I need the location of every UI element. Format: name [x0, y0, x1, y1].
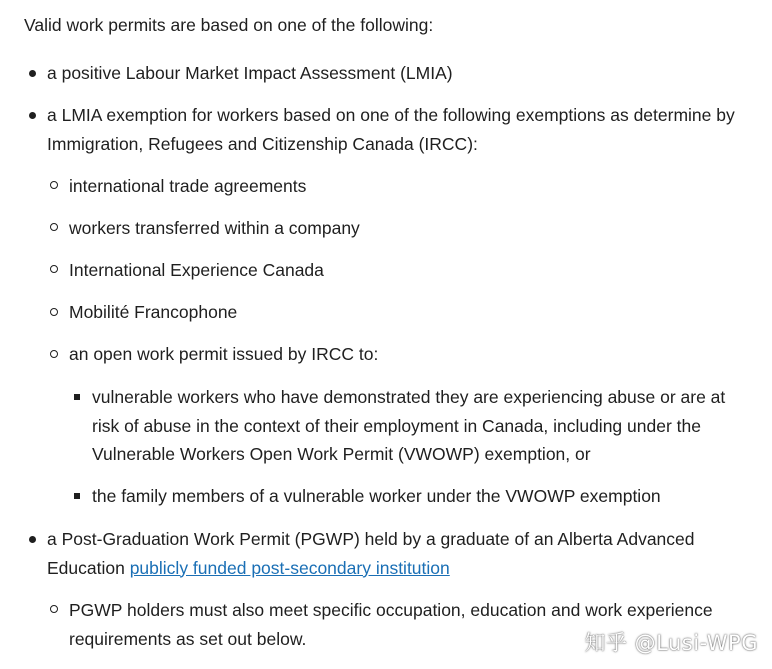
- list-item-iec: International Experience Canada: [69, 260, 324, 280]
- circle-bullet: [50, 605, 58, 613]
- list-item-workers-transferred: workers transferred within a company: [69, 218, 360, 238]
- disc-bullet: [29, 70, 36, 77]
- list-item-open-work-permit: an open work permit issued by IRCC to:: [69, 344, 379, 364]
- list-item-pgwp-requirements: PGWP holders must also meet specific occupation, education and work experience requirements as set out below.: [69, 600, 713, 649]
- list-item-lmia: a positive Labour Market Impact Assessment (LMIA): [47, 63, 453, 83]
- intro-text: Valid work permits are based on one of the following:: [24, 15, 434, 35]
- circle-bullet: [50, 181, 58, 189]
- list-item-family-members: the family members of a vulnerable worker under the VWOWP exemption: [92, 486, 661, 506]
- circle-bullet: [50, 265, 58, 273]
- square-bullet: [74, 493, 80, 499]
- list-item-lmia-exemption: a LMIA exemption for workers based on one of the following exemptions as determine by Immigration, Refugees and Citizenship Canada (IRCC):: [47, 105, 735, 154]
- list-item-pgwp: [47, 525, 697, 582]
- square-bullet: [74, 394, 80, 400]
- disc-bullet: [29, 536, 36, 543]
- circle-bullet: [50, 223, 58, 231]
- list-item-mobilite-francophone: Mobilité Francophone: [69, 302, 238, 322]
- disc-bullet: [29, 112, 36, 119]
- pgwp-text: a Post-Graduation Work Permit (PGWP) held by a graduate of an Alberta Advanced Education: [47, 529, 695, 578]
- circle-bullet: [50, 350, 58, 358]
- watermark: 知乎 @Lusi-WPG: [584, 631, 758, 655]
- institution-link[interactable]: publicly funded post-secondary institution: [129, 557, 450, 578]
- list-item-trade-agreements: international trade agreements: [69, 176, 307, 196]
- list-item-vulnerable-workers: vulnerable workers who have demonstrated they are experiencing abuse or are at risk of abuse in the context of their employment in Canada, including under the Vulnerable Workers Open Work Permit (VWOWP) exemption, or: [92, 387, 726, 464]
- circle-bullet: [50, 308, 58, 316]
